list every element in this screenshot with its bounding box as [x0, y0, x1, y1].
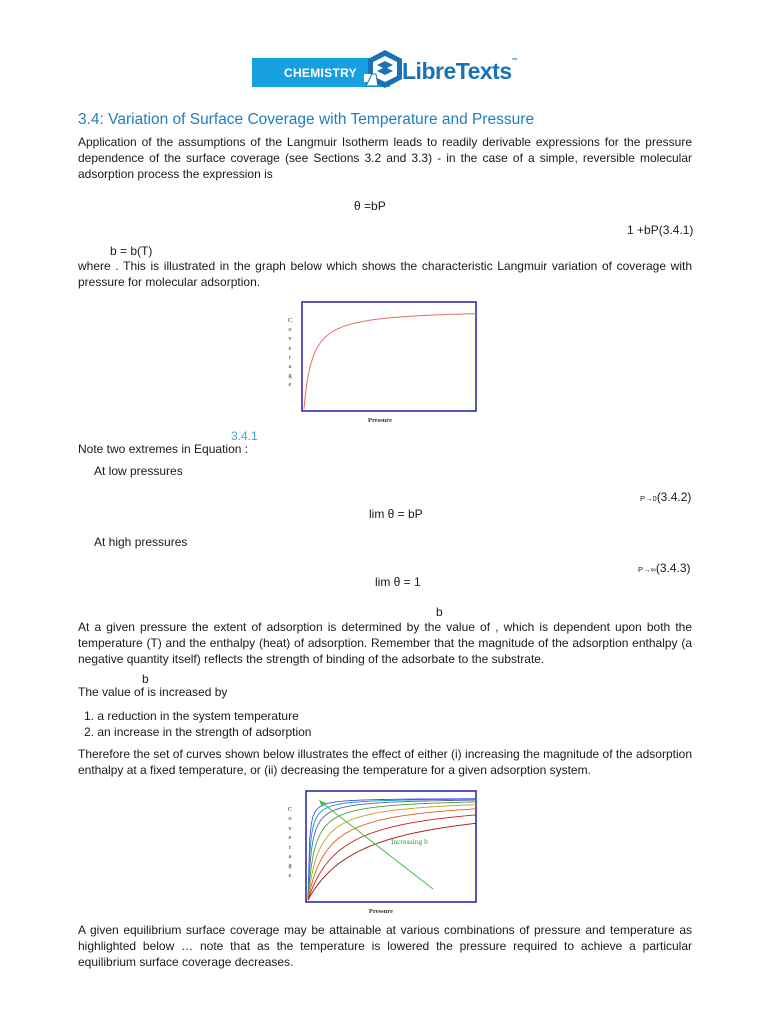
low-pressure-label: At low pressures: [94, 464, 183, 478]
therefore-paragraph: Therefore the set of curves shown below illustrates the effect of either (i) increasing the magnitude of the adsorption enthalpy at a fixed temperature, or (ii) decreasing the temperature for a given adsorption system.: [78, 747, 692, 777]
increasing-b-annotation: Increasing b: [391, 837, 428, 846]
coverage-curves-graph: [305, 790, 477, 903]
final-paragraph: A given equilibrium surface coverage may be attainable at various combinations of pressure and temperature as highlighted below … note that as the temperature is lowered the pressure required to achieve a particular equilibrium surface coverage decreases.: [78, 923, 692, 969]
graph2-ylabel-letter: e: [288, 871, 292, 879]
eq2-expression: lim θ = bP: [369, 507, 423, 521]
graph1-ylabel: [286, 316, 294, 390]
graph1-ylabel-letter: C: [287, 317, 293, 324]
libretexts-logo-icon: [364, 48, 406, 90]
trademark: ™: [511, 58, 518, 64]
graph2-ylabel-letter: a: [288, 853, 292, 861]
graph2-ylabel-letter: v: [288, 824, 292, 832]
graph1-ylabel-letter: v: [288, 335, 292, 343]
header-brand[interactable]: LibreTexts™: [402, 58, 518, 84]
list-item: 2. an increase in the strength of adsorption: [84, 725, 312, 739]
given-pressure-paragraph: At a given pressure the extent of adsorption is determined by the value of , which is dependent upon both the temperature (T) and the enthalpy (heat) of adsorption. Remember that the magnitude of the adsorption enthalpy (a negative quantity itself) reflects the strength of binding of the adsorbate to the substrate.: [78, 620, 692, 666]
graph2-ylabel-letter: r: [288, 843, 292, 851]
page-title: 3.4: Variation of Surface Coverage with Temperature and Pressure: [78, 111, 535, 128]
eq1-denominator: 1 +bP(3.4.1): [627, 223, 694, 237]
graph1-xlabel: Pressure: [368, 417, 392, 424]
graph2-frame: [306, 791, 476, 902]
graph2-ylabel-letter: o: [288, 815, 292, 823]
intro-paragraph: Application of the assumptions of the Langmuir Isotherm leads to readily derivable expressions for the pressure dependence of the surface coverage (see Sections 3.2 and 3.3) - in the case of a simple, reversible molecular adsorption process the expression is: [78, 135, 692, 181]
equation-link[interactable]: 3.4.1: [231, 429, 258, 443]
where-paragraph: where . This is illustrated in the graph below which shows the characteristic Langmuir variation of coverage with pressure for molecular adsorption.: [78, 259, 692, 289]
eq2-limit: P→0: [640, 494, 657, 503]
b-symbol-2: b: [142, 672, 149, 686]
high-pressure-label: At high pressures: [94, 535, 188, 549]
eq2-number: P→0(3.4.2): [640, 490, 692, 504]
graph1-ylabel-letter: r: [288, 353, 292, 361]
graph2-ylabel-letter: C: [287, 806, 293, 813]
b-definition: b = b(T): [110, 244, 153, 258]
eq3-limit: P→∞: [638, 565, 656, 574]
langmuir-isotherm-graph: [301, 301, 477, 412]
graph2-xlabel: Pressure: [369, 908, 393, 915]
graph1-ylabel-letter: g: [288, 372, 292, 380]
increased-by-text: The value of is increased by: [78, 685, 228, 699]
graph2-ylabel: [286, 805, 294, 880]
b-symbol: b: [436, 605, 443, 619]
eq3-number: P→∞(3.4.3): [638, 561, 691, 575]
eq3-expression: lim θ = 1: [375, 575, 421, 589]
graph1-ylabel-letter: e: [288, 381, 292, 389]
header-subject-label: CHEMISTRY: [284, 66, 357, 80]
graph1-ylabel-letter: o: [288, 326, 292, 334]
note-text: Note two extremes in Equation :: [78, 442, 249, 456]
graph1-ylabel-letter: e: [288, 344, 292, 352]
graph2-ylabel-letter: e: [288, 834, 292, 842]
list-item: 1. a reduction in the system temperature: [84, 709, 299, 723]
eq1-numerator: θ =bP: [354, 199, 386, 213]
graph1-ylabel-letter: a: [288, 363, 292, 371]
graph2-ylabel-letter: g: [288, 862, 292, 870]
